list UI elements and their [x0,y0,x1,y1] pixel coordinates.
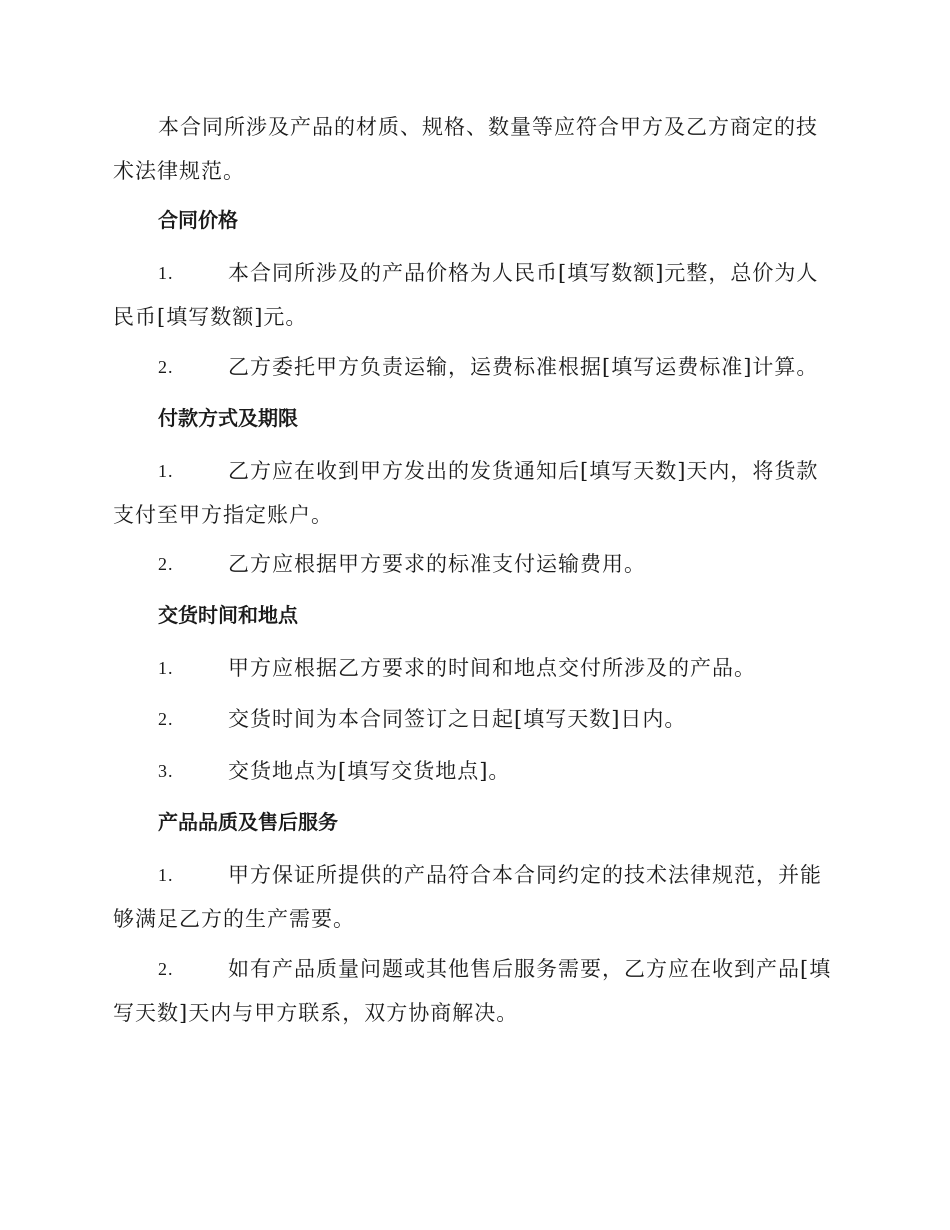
section-title-quality: 产品品质及售后服务 [158,810,338,834]
item-number: 1. [158,461,174,481]
list-item [113,345,835,389]
item-text: 乙方委托甲方负责运输，运费标准根据[填写运费标准]计算。 [228,355,819,379]
item-text: 交货地点为[填写交货地点]。 [228,759,511,783]
section-title-payment: 付款方式及期限 [158,406,298,430]
item-number: 1. [158,658,174,678]
item-text: 乙方应在收到甲方发出的发货通知后[填写天数]天内，将货款支付至甲方指定账户。 [113,459,819,527]
item-number: 2. [158,709,174,729]
item-text: 乙方应根据甲方要求的标准支付运输费用。 [228,552,646,576]
item-number: 1. [158,865,174,885]
intro-paragraph: 本合同所涉及产品的材质、规格、数量等应符合甲方及乙方商定的技术法律规范。 [113,115,818,183]
item-number: 1. [158,263,174,283]
list-item [113,853,835,941]
section-title-price: 合同价格 [158,208,238,232]
list-item [113,947,835,1035]
item-number: 3. [158,761,174,781]
list-item [113,646,835,690]
list-item [113,251,835,339]
item-number: 2. [158,959,174,979]
section-title-delivery: 交货时间和地点 [158,603,298,627]
item-text: 如有产品质量问题或其他售后服务需要，乙方应在收到产品[填写天数]天内与甲方联系，双方协商解决。 [113,957,832,1025]
list-item [113,697,835,741]
item-text: 交货时间为本合同签订之日起[填写天数]日内。 [228,707,687,731]
list-item [113,542,835,586]
list-item [113,749,835,793]
item-number: 2. [158,554,174,574]
list-item [113,449,835,537]
item-text: 甲方应根据乙方要求的时间和地点交付所涉及的产品。 [228,656,756,680]
item-text: 甲方保证所提供的产品符合本合同约定的技术法律规范，并能够满足乙方的生产需要。 [113,863,822,931]
item-number: 2. [158,357,174,377]
item-text: 本合同所涉及的产品价格为人民币[填写数额]元整，总价为人民币[填写数额]元。 [113,261,819,329]
